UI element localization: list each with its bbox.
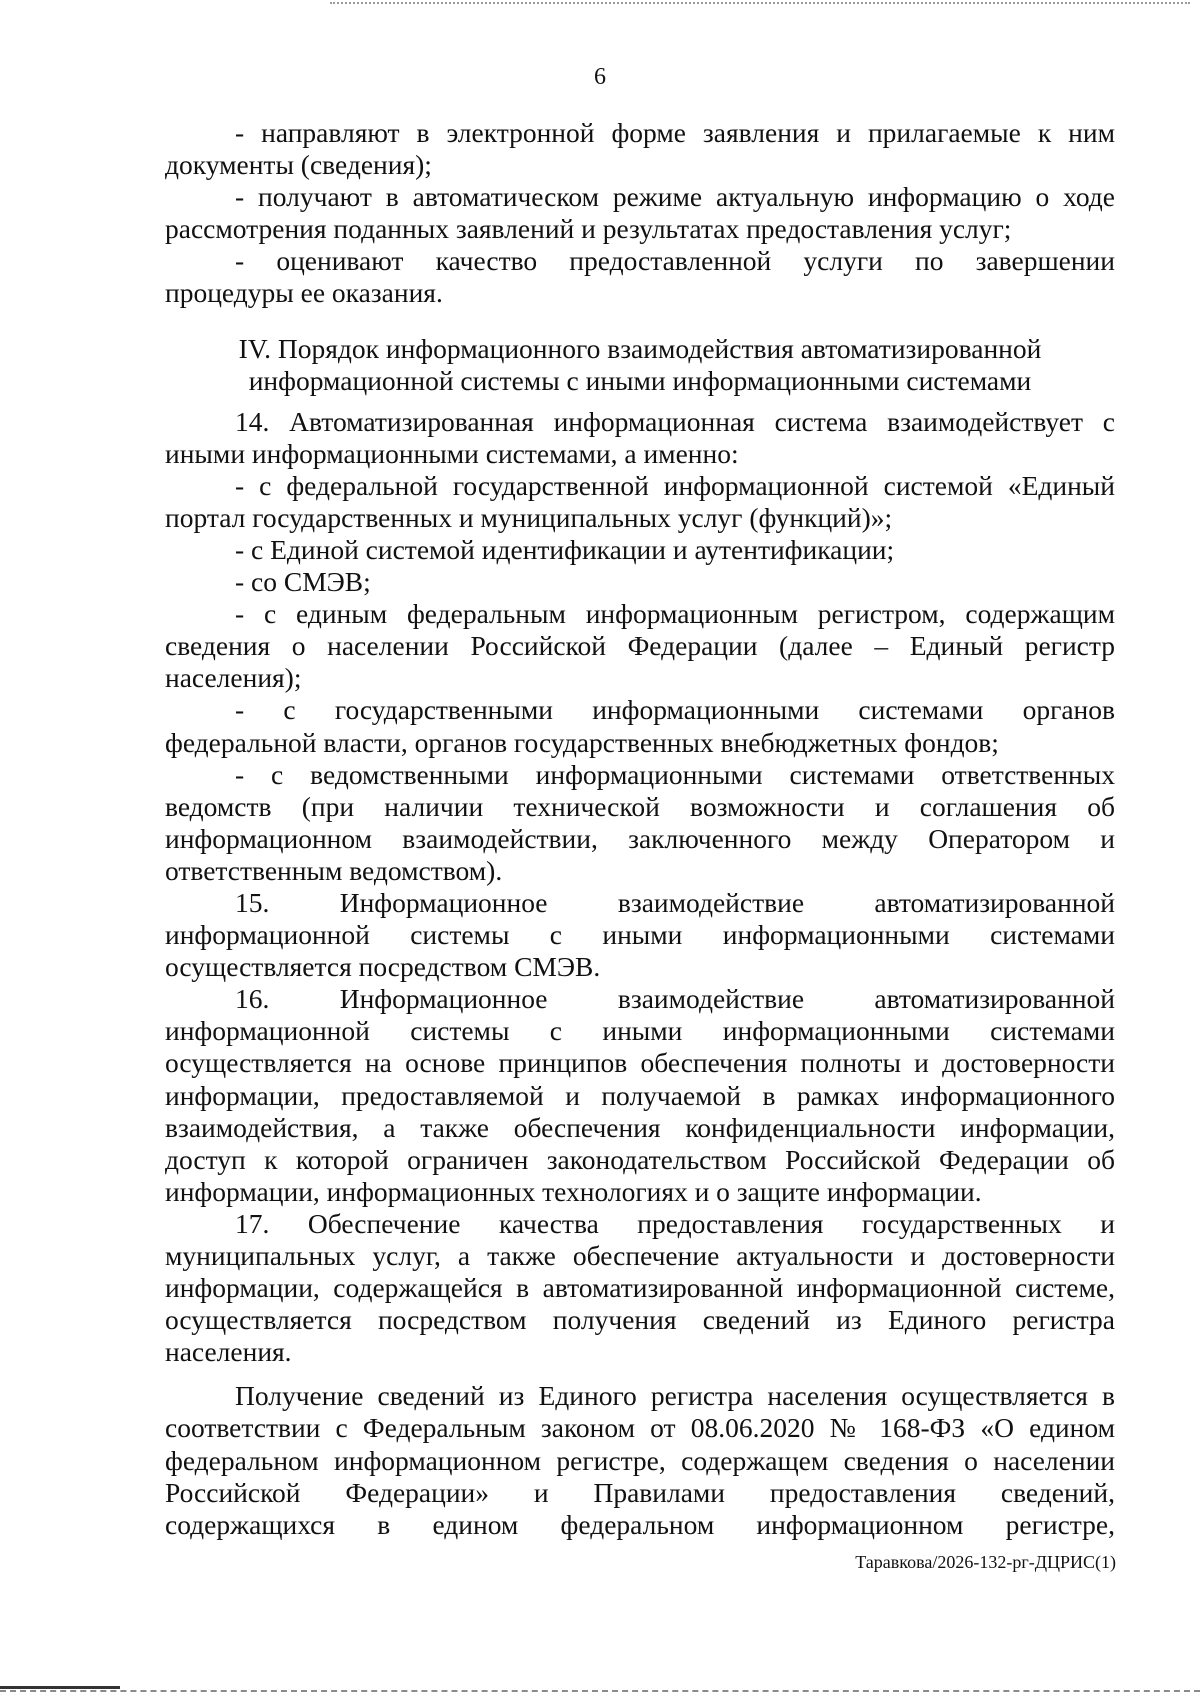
page-number: 6	[594, 64, 606, 90]
scan-artifact-top	[330, 2, 1190, 4]
text-line: иными информационными системами, а именно:	[165, 437, 739, 469]
paragraph-15	[165, 887, 1115, 983]
text-line: - с единым федеральным информационным регистром, содержащим	[235, 598, 1115, 630]
paragraph-list-continuation	[165, 117, 1115, 310]
text-line: взаимодействия, а также обеспечения конфиденциальности информации,	[165, 1111, 1115, 1143]
text-line: 15. Информационное взаимодействие автоматизированной	[235, 886, 1115, 918]
text-line: информационной системы с иными информационными системами	[165, 1015, 1115, 1047]
text-line: - с ведомственными информационными системами ответственных	[235, 758, 1115, 790]
text-line: - получают в автоматическом режиме актуальную информацию о ходе	[235, 181, 1115, 213]
text-line: - с Единой системой идентификации и аутентификации;	[235, 533, 895, 565]
text-line: сведения о населении Российской Федерации (далее – Единый регистр	[165, 630, 1115, 662]
text-line: муниципальных услуг, а также обеспечение актуальности и достоверности	[165, 1240, 1115, 1271]
text-line: федеральном информационном регистре, содержащем сведения о населении	[165, 1444, 1115, 1476]
text-line: Получение сведений из Единого регистра населения осуществляется в	[235, 1380, 1115, 1412]
text-line: 16. Информационное взаимодействие автоматизированной	[235, 983, 1115, 1015]
text-line: населения.	[165, 1336, 292, 1368]
text-line: информационном взаимодействии, заключенного между Оператором и	[165, 822, 1115, 854]
text-line: 17. Обеспечение качества предоставления государственных и	[235, 1207, 1115, 1239]
text-line: - с государственными информационными системами органов	[235, 694, 1115, 726]
section-heading-line: информационной системы с иными информационными системами	[248, 364, 1032, 396]
text-line: информации, предоставляемой и получаемой в рамках информационного	[165, 1079, 1115, 1111]
text-line: документы (сведения);	[165, 149, 432, 181]
text-line: - со СМЭВ;	[235, 566, 371, 598]
scan-artifact-bottom-left	[0, 1686, 120, 1689]
text-line: информации, содержащейся в автоматизированной информационной системе,	[165, 1272, 1115, 1304]
text-line: - с федеральной государственной информационной системой «Единый	[235, 469, 1115, 501]
text-line: 14. Автоматизированная информационная система взаимодействует с	[235, 405, 1115, 437]
paragraph-17	[165, 1208, 1115, 1368]
text-line: портал государственных и муниципальных услуг (функций)»;	[165, 501, 893, 533]
text-line: ответственным ведомством).	[165, 854, 503, 886]
text-line: соответствии с Федеральным законом от 08.06.2020 № 168-ФЗ «О едином	[165, 1412, 1115, 1444]
text-line: осуществляется посредством получения сведений из Единого регистра	[165, 1304, 1115, 1336]
text-line: осуществляется на основе принципов обеспечения полноты и достоверности	[165, 1047, 1115, 1079]
paragraph-16	[165, 983, 1115, 1208]
paragraph-14	[165, 406, 1115, 887]
text-line: ведомств (при наличии технической возможности и соглашения об	[165, 790, 1115, 822]
text-line: - оценивают качество предоставленной услуги по завершении	[235, 245, 1115, 277]
text-line: федеральной власти, органов государственных внебюджетных фондов;	[165, 726, 999, 758]
text-line: - направляют в электронной форме заявления и прилагаемые к ним	[235, 117, 1115, 148]
text-line: содержащихся в едином федеральном информационном регистре,	[165, 1508, 1115, 1540]
text-line: рассмотрения поданных заявлений и результатах предоставления услуг;	[165, 213, 1012, 245]
scan-artifact-bottom	[0, 1690, 1200, 1692]
text-line: Российской Федерации» и Правилами предоставления сведений,	[165, 1476, 1115, 1508]
document-footer-code: Таравкова/2026-132-рг-ДЦРИС(1)	[855, 1552, 1116, 1572]
text-line: доступ к которой ограничен законодательством Российской Федерации об	[165, 1143, 1115, 1175]
section-heading	[165, 333, 1115, 397]
paragraph-register	[165, 1380, 1115, 1540]
text-line: информации, информационных технологиях и о защите информации.	[165, 1175, 982, 1207]
text-line: информационной системы с иными информационными системами	[165, 919, 1115, 951]
text-line: процедуры ее оказания.	[165, 277, 443, 309]
text-line: осуществляется посредством СМЭВ.	[165, 951, 601, 983]
section-heading-line: IV. Порядок информационного взаимодействия автоматизированной	[238, 332, 1042, 364]
text-line: населения);	[165, 662, 302, 694]
document-body	[165, 117, 1115, 1541]
